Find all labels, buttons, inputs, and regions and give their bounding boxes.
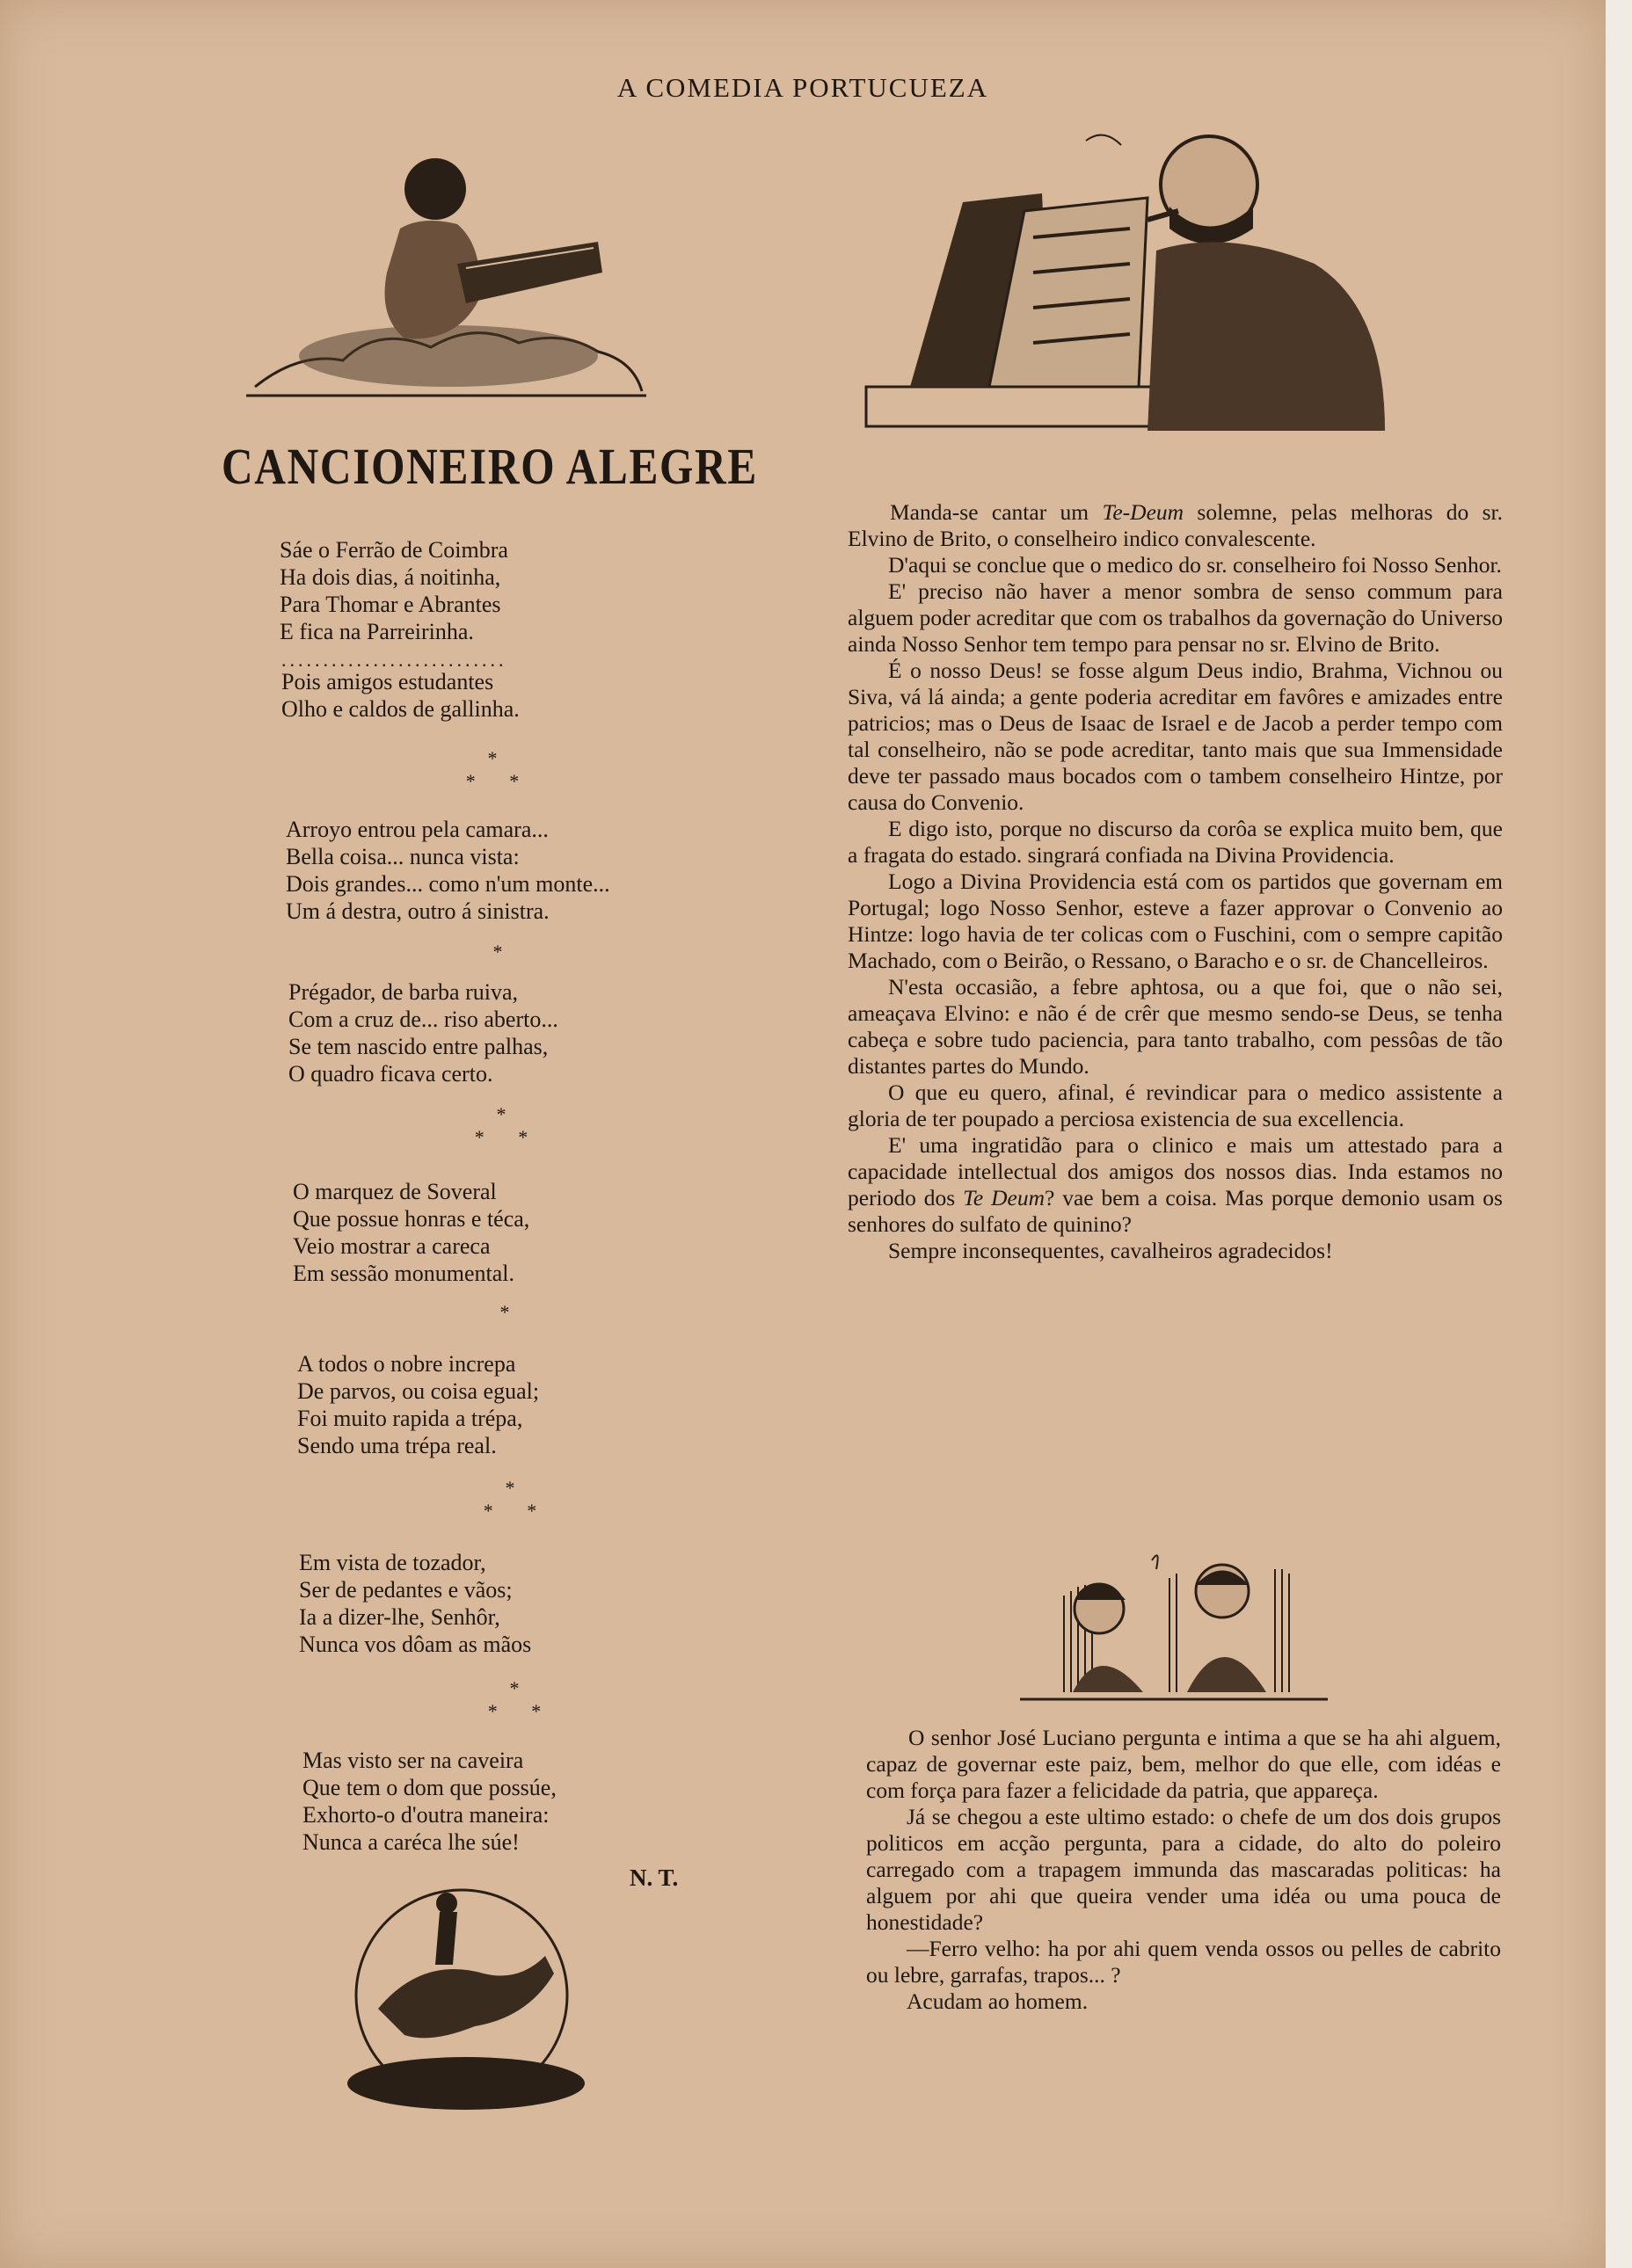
star-pair [440, 1126, 563, 1149]
star-divider [431, 747, 554, 793]
verse-line: O marquez de Soveral [293, 1179, 497, 1204]
cherub-reading-illustration [246, 141, 651, 404]
star: * [509, 770, 520, 792]
article-paragraph: N'esta occasião, a febre aphtosa, ou a que foi, que o não sei, ameaçava Elvino: e não é de crêr que mesmo sendo-se Deus, se tenha cabeça e sobre tudo paciencia, para tanto trabalho, com pessôas de tão distantes partes do Mundo. [848, 974, 1503, 1079]
verse-line: Ha dois dias, á noitinha, [280, 564, 501, 590]
verse-line: Ser de pedantes e vãos; [299, 1577, 513, 1603]
article-paragraph: O senhor José Luciano pergunta e intima a que se ha ahi alguem, capaz de governar este paiz, bem, melhor do que elle, com idéas e com força para fazer a felicidade da patria, que appareça. [866, 1725, 1501, 1803]
star-divider [453, 1677, 576, 1723]
article-paragraph: E digo isto, porque no discurso da corôa se explica muito bem, que a fragata do estado. singrará confiada na Divina Providencia. [848, 816, 1503, 868]
verse-line: Um á destra, outro á sinistra. [286, 898, 550, 924]
text-run: solemne, pelas melhoras do sr. Elvino de Brito, o conselheiro indico convalescente. [848, 499, 1503, 551]
verse-line: Em sessão monumental. [293, 1261, 515, 1286]
man-reading-newspaper-illustration [857, 123, 1455, 475]
star: * [531, 1700, 542, 1722]
star: * [505, 1477, 515, 1499]
star: * [465, 770, 476, 792]
verse-line: Sáe o Ferrão de Coimbra [280, 537, 508, 563]
star-pair [453, 1700, 576, 1723]
text-run: Manda-se cantar um [890, 499, 1103, 525]
verse-line: Mas visto ser na caveira [302, 1748, 524, 1773]
verse-line: Prégador, de barba ruiva, [288, 979, 519, 1005]
star-divider [448, 1477, 572, 1523]
verse-line: Pois amigos estudantes [281, 669, 494, 694]
stanza-7 [299, 1549, 531, 1658]
stanza-1 [280, 536, 508, 645]
star-divider [436, 941, 559, 963]
article-paragraph: E' preciso não haver a menor sombra de senso commum para alguem poder acreditar que com os trabalhos da governação do Universo ainda Nosso Senhor tem tempo para pensar no sr. Elvino de Brito. [848, 578, 1503, 657]
stanza-4 [288, 978, 558, 1087]
italic-text-run: Te Deum [963, 1185, 1045, 1210]
stanza-5 [293, 1178, 529, 1287]
star: * [492, 941, 503, 963]
verse-line: Ia a dizer-lhe, Senhôr, [299, 1604, 500, 1630]
article-paragraph: D'aqui se conclue que o medico do sr. conselheiro foi Nosso Senhor. [888, 552, 1502, 578]
verse-line: E fica na Parreirinha. [280, 619, 474, 644]
stanza-3 [286, 816, 610, 925]
star-divider [440, 1103, 563, 1149]
verse-line: Foi muito rapida a trépa, [297, 1406, 523, 1431]
verse-line: Se tem nascido entre palhas, [288, 1034, 549, 1059]
verse-line: Exhorto-o d'outra maneira: [302, 1802, 550, 1828]
verse-line: Sendo uma trépa real. [297, 1433, 497, 1458]
verse-line: Dois grandes... como n'um monte... [286, 871, 610, 897]
italic-text-run: Te-Deum [1102, 499, 1184, 525]
article-paragraph: É o nosso Deus! se fosse algum Deus indio, Brahma, Vichnou ou Siva, vá lá ainda; a gente poderia acreditar em favôres e amizades entre patricios; mas o Deus de Isaac de Israel e de Jacob a perder tempo com tal conselheiro, não se pode acreditar, tanto mais que sua Immensidade deve ter passado maus bocados com o tambem conselheiro Hintze, por causa do Convenio. [848, 658, 1503, 815]
star: * [487, 747, 498, 769]
cancioneiro-title: CANCIONEIRO ALEGRE [222, 438, 758, 495]
verse-line: De parvos, ou coisa egual; [297, 1378, 540, 1404]
text-run: ? vae bem a coisa. Mas porque demonio usam os senhores do sulfato de quinino? [848, 1185, 1503, 1237]
verse-line: Arroyo entrou pela camara... [286, 817, 549, 842]
ellipsis-divider: ........................... [281, 649, 507, 671]
article-paragraph: Logo a Divina Providencia está com os partidos que governam em Portugal; logo Nosso Senhor, esteve a fazer approvar o Convenio ao Hintze: logo havia de ter colicas com o Fuschini, com o sempre capitão Machado, com o Beirão, o Ressano, o Baracho e o sr. de Chancelleiros. [848, 869, 1503, 973]
star: * [483, 1500, 493, 1522]
text-run: E' uma ingratidão para o clinico e mais um attestado para a capacidade intellectual dos amigos dos nossos dias. Inda estamos no periodo dos [848, 1132, 1503, 1210]
article-paragraph: Sempre inconsequentes, cavalheiros agradecidos! [888, 1238, 1333, 1263]
verse-line: Que tem o dom que possúe, [302, 1775, 557, 1800]
article-paragraph [848, 499, 1503, 552]
star: * [474, 1126, 484, 1148]
star: * [527, 1500, 537, 1522]
stanza-8 [302, 1747, 557, 1856]
article-jose-luciano [866, 1725, 1501, 2015]
two-figures-illustration [1011, 1543, 1337, 1701]
star: * [499, 1301, 510, 1323]
verse-line: Nunca vos dôam as mãos [299, 1632, 532, 1657]
star-divider [443, 1301, 566, 1324]
star: * [487, 1700, 498, 1722]
article-paragraph: Já se chegou a este ultimo estado: o chefe de um dos dois grupos politicos em acção pergunta, para a cidade, do alto do poleiro carregado com a trapagem immunda das mascaradas politicas: ha alguem por ahi que queira vender uma idéa ou uma pouca de honestidade? [866, 1804, 1501, 1935]
verse-line: Para Thomar e Abrantes [280, 592, 501, 617]
verse-line: Com a cruz de... riso aberto... [288, 1007, 558, 1032]
article-paragraph [848, 1132, 1503, 1238]
verse-line: Que possue honras e téca, [293, 1206, 530, 1232]
article-elvino [848, 499, 1503, 1264]
verse-line: O quadro ficava certo. [288, 1061, 493, 1087]
article-paragraph: Acudam ao homem. [907, 1988, 1089, 2014]
article-paragraph: O que eu quero, afinal, é revindicar para o medico assistente a gloria de ter poupado a perciosa existencia de sua excellencia. [848, 1079, 1503, 1131]
verse-line: Nunca a caréca lhe súe! [302, 1829, 520, 1855]
verse-line: A todos o nobre increpa [297, 1351, 516, 1377]
verse-line: Em vista de tozador, [299, 1550, 486, 1575]
masthead: A COMEDIA PORTUCUEZA [616, 72, 989, 103]
horseman-vignette-illustration [343, 1877, 589, 2114]
verse-line: Bella coisa... nunca vista: [286, 844, 520, 869]
verse-line: Veio mostrar a careca [293, 1233, 491, 1259]
verse-line: Olho e caldos de gallinha. [281, 696, 520, 722]
star: * [496, 1103, 506, 1125]
stanza-6 [297, 1350, 539, 1459]
star: * [509, 1677, 520, 1699]
author-signature: N. T. [630, 1865, 679, 1891]
star: * [518, 1126, 528, 1148]
star-pair [431, 770, 554, 793]
article-paragraph: —Ferro velho: ha por ahi quem venda ossos ou pelles de cabrito ou lebre, garrafas, trapos... ? [866, 1936, 1501, 1988]
stanza-2 [281, 668, 520, 723]
star-pair [448, 1500, 572, 1523]
